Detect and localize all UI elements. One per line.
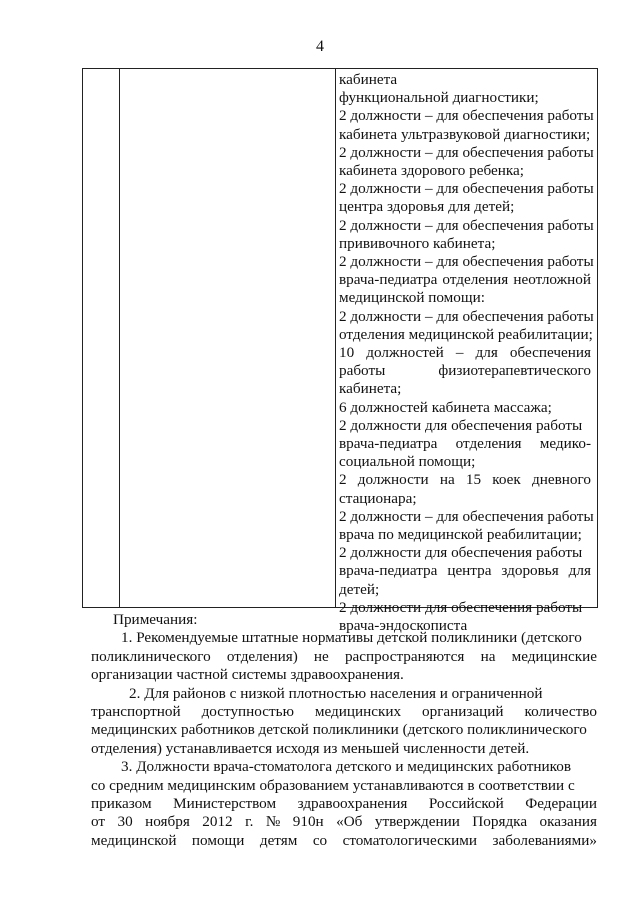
text-word: 3. Должности врача-стоматолога детского и медицинских работников <box>121 758 572 776</box>
text-word: со средним медицинским образованием устанавливаются в соответствии с <box>91 776 575 794</box>
text-word: для <box>475 344 498 362</box>
text-word: транспортной <box>91 703 181 721</box>
text-word: на <box>480 647 496 665</box>
text-word: помощи <box>191 831 245 849</box>
text-word: количество <box>524 703 597 721</box>
text-word: поликлинического <box>91 647 211 665</box>
text-word: не <box>313 647 329 665</box>
text-word: «Об <box>336 813 363 831</box>
text-word: отделения) <box>226 647 298 665</box>
text-word: обеспечения <box>509 344 591 362</box>
text-word: ноября <box>145 813 190 831</box>
text-word: кабинета; <box>339 380 402 398</box>
text-word: 2 должности – для обеспечения работы <box>339 143 594 161</box>
text-word: Российской <box>428 795 504 813</box>
text-word: организации частной системы здравоохранения. <box>91 666 404 684</box>
text-word: работы <box>339 362 386 380</box>
text-word: 2 должности – для обеспечения работы <box>339 253 594 271</box>
text-word: Министерством <box>173 795 277 813</box>
text-word: распространяются <box>344 647 465 665</box>
notes-body <box>91 629 597 850</box>
note-line <box>91 629 597 647</box>
table-cell-line <box>339 435 591 453</box>
table-cell-line <box>339 526 591 544</box>
text-word: 2012 <box>202 813 233 831</box>
text-word: 2 должности для обеспечения работы <box>339 416 583 434</box>
note-line <box>91 721 597 739</box>
text-word: 1. Рекомендуемые штатные нормативы детской поликлиники (детского <box>121 629 582 647</box>
text-word: 2. Для районов с низкой плотностью населения и ограниченной <box>129 684 543 702</box>
table-cell-line <box>339 562 591 580</box>
table-cell-line <box>339 417 591 435</box>
text-word: неотложной <box>513 271 591 289</box>
table-cell-line <box>339 107 594 125</box>
text-word: медицинской <box>91 831 177 849</box>
text-word: должности <box>357 471 429 489</box>
text-word: 2 должности для обеспечения работы <box>339 598 583 616</box>
text-word: социальной помощи; <box>339 453 476 471</box>
table-cell-line <box>339 326 591 344</box>
text-word: стоматологическими <box>342 831 478 849</box>
table-cell-line <box>339 362 591 380</box>
text-word: медицинских работников детской поликлиники (детского поликлинического <box>91 721 587 739</box>
text-word: отделения медицинской реабилитации; <box>339 325 593 343</box>
notes-heading: Примечания: <box>113 611 198 628</box>
table-cell-line <box>339 289 591 307</box>
table-cell-line <box>339 180 594 198</box>
note-line <box>91 703 597 721</box>
text-word: кабинета ультразвуковой диагностики; <box>339 125 591 143</box>
note-line <box>91 813 597 831</box>
text-word: 2 должности – для обеспечения работы <box>339 307 594 325</box>
text-word: для <box>568 562 591 580</box>
text-word: дневного <box>532 471 591 489</box>
text-word: здоровья <box>501 562 559 580</box>
text-word: доступностью <box>201 703 294 721</box>
table-column-divider <box>335 69 336 607</box>
text-word: должностей <box>366 344 444 362</box>
table-cell-line <box>339 344 591 362</box>
text-word: отделения) устанавливается исходя из меньшей численности детей. <box>91 739 530 757</box>
table-cell-line <box>339 253 594 271</box>
table-cell-line <box>339 271 591 289</box>
text-word: Порядка <box>472 813 528 831</box>
text-word: кабинета <box>339 71 398 88</box>
text-word: физиотерапевтического <box>438 362 591 380</box>
text-word: – <box>455 344 464 362</box>
text-word: врача по медицинской реабилитации; <box>339 526 582 544</box>
table-cell-line <box>339 216 594 235</box>
text-word: организаций <box>422 703 504 721</box>
table-cell-line <box>339 581 591 599</box>
note-line <box>91 685 597 703</box>
text-word: врача-педиатра <box>339 435 438 453</box>
table-cell-line <box>339 307 594 326</box>
text-word: г. <box>245 813 254 831</box>
table-cell-line <box>339 198 591 216</box>
text-word: центра <box>447 562 492 580</box>
note-line <box>91 666 597 684</box>
text-word: заболеваниями» <box>492 831 597 849</box>
text-word: медицинской помощи: <box>339 289 485 307</box>
table-cell-line <box>339 471 591 489</box>
table-cell-line <box>339 71 591 89</box>
text-word: детей; <box>339 580 380 598</box>
note-line <box>91 777 597 795</box>
text-word: 6 должностей кабинета массажа; <box>339 398 552 416</box>
text-word: утверждении <box>374 813 460 831</box>
table-cell-line <box>339 162 591 180</box>
note-line <box>91 648 597 666</box>
text-word: медико- <box>539 435 591 453</box>
text-word: функциональной диагностики; <box>339 89 539 107</box>
text-word: 15 <box>465 471 482 489</box>
text-word: 2 должности для обеспечения работы <box>339 544 583 562</box>
text-word: 2 <box>339 471 347 489</box>
text-word: врача-педиатра <box>339 562 438 580</box>
text-word: 2 должности – для обеспечения работы <box>339 180 594 198</box>
text-word: 2 должности – для обеспечения работы <box>339 216 594 234</box>
text-word: 30 <box>117 813 133 831</box>
table-cell-line <box>339 399 591 417</box>
table-cell-line <box>339 544 591 562</box>
table-cell-line <box>339 490 591 508</box>
table-cell-line <box>339 380 591 398</box>
table-cell-line <box>339 507 594 526</box>
text-word: со <box>312 831 328 849</box>
note-line <box>91 758 597 776</box>
page-number: 4 <box>316 38 324 55</box>
text-word: центра здоровья для детей; <box>339 198 515 216</box>
text-word: 2 должности – для обеспечения работы <box>339 107 594 125</box>
text-word: коек <box>492 471 521 489</box>
note-line <box>91 740 597 758</box>
text-word: приказом <box>91 795 152 813</box>
table-cell-line <box>339 126 591 144</box>
text-word: врача-педиатра <box>339 271 438 289</box>
table-cell-line <box>339 235 591 253</box>
text-word: отделения <box>455 435 522 453</box>
table-cell-line <box>339 143 594 162</box>
note-line <box>91 795 597 813</box>
table-cell-staffing-norms <box>339 71 594 635</box>
note-line <box>91 832 597 850</box>
text-word: медицинские <box>511 647 597 665</box>
table-column-divider <box>119 69 120 607</box>
notes-section <box>91 611 597 850</box>
text-word: 910н <box>292 813 324 831</box>
table-cell-line <box>339 453 591 471</box>
text-word: 2 должности – для обеспечения работы <box>339 507 594 525</box>
text-word: отделения <box>442 271 509 289</box>
text-word: на <box>439 471 455 489</box>
text-word: врача-эндоскописта <box>339 617 468 635</box>
text-word: № <box>265 813 281 831</box>
text-word: Федерации <box>525 795 597 813</box>
table-cell-line <box>339 89 591 107</box>
text-word: от <box>91 813 106 831</box>
text-word: кабинета здорового ребенка; <box>339 162 524 180</box>
text-word: здравоохранения <box>297 795 408 813</box>
text-word: 10 <box>339 344 355 362</box>
text-word: оказания <box>539 813 597 831</box>
text-word: медицинских <box>314 703 402 721</box>
text-word: детям <box>259 831 298 849</box>
text-word: прививочного кабинета; <box>339 234 496 252</box>
text-word: стационара; <box>339 489 417 507</box>
